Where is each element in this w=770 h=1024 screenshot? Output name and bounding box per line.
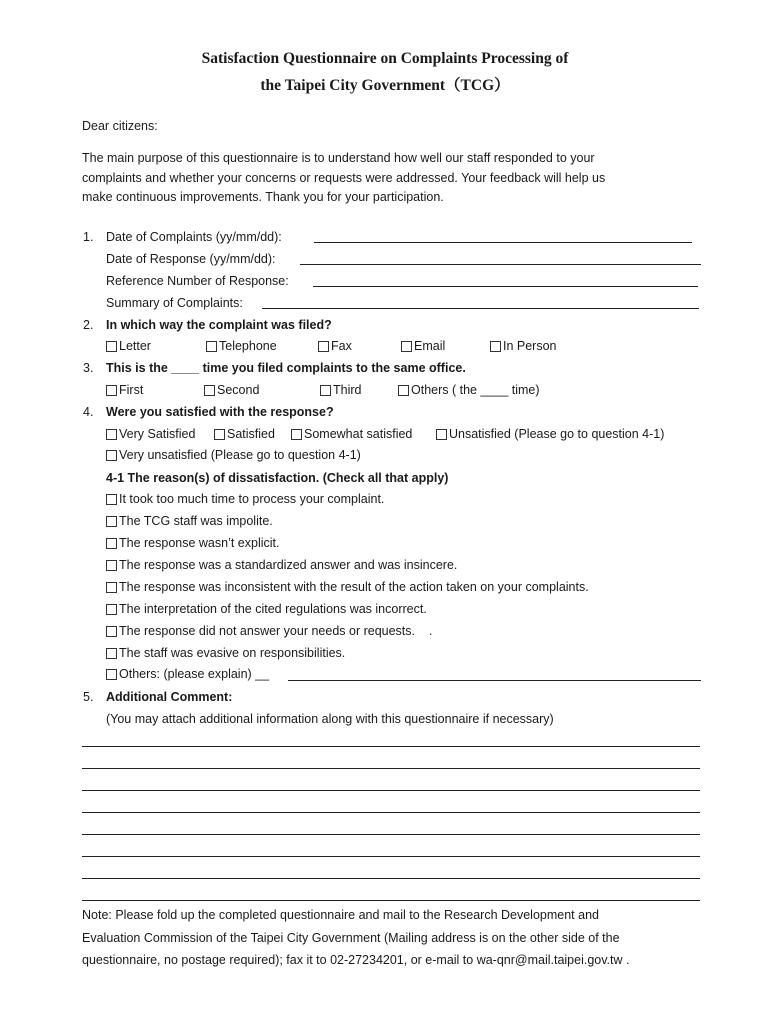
option-somewhat-satisfied[interactable]: Somewhat satisfied	[291, 424, 412, 444]
checkbox[interactable]	[318, 341, 329, 352]
option-third[interactable]: Third	[320, 380, 361, 400]
q1-number: 1.	[83, 230, 94, 244]
q2-number: 2.	[83, 318, 94, 332]
q5-number: 5.	[83, 690, 94, 704]
checkbox[interactable]	[106, 648, 117, 659]
footer-note-line-2: Evaluation Commission of the Taipei City Government (Mailing address is on the other side of the	[82, 931, 620, 945]
date-of-complaints-label: Date of Complaints (yy/mm/dd):	[106, 230, 282, 244]
option-very-satisfied[interactable]: Very Satisfied	[106, 424, 195, 444]
checkbox[interactable]	[106, 538, 117, 549]
option-second[interactable]: Second	[204, 380, 259, 400]
checkbox[interactable]	[320, 385, 331, 396]
option-satisfied[interactable]: Satisfied	[214, 424, 275, 444]
checkbox[interactable]	[106, 429, 117, 440]
reason-evasive[interactable]: The staff was evasive on responsibilities.	[106, 643, 345, 663]
others-explain-field[interactable]	[288, 680, 701, 681]
q4-number: 4.	[83, 405, 94, 419]
q5-question: Additional Comment:	[106, 690, 233, 704]
intro-line-3: make continuous improvements. Thank you for your participation.	[82, 190, 444, 204]
q4-1-heading: 4-1 The reason(s) of dissatisfaction. (Check all that apply)	[106, 471, 449, 485]
checkbox[interactable]	[436, 429, 447, 440]
checkbox[interactable]	[398, 385, 409, 396]
checkbox[interactable]	[106, 626, 117, 637]
checkbox[interactable]	[291, 429, 302, 440]
date-of-complaints-field[interactable]	[314, 242, 692, 243]
q4-question: Were you satisfied with the response?	[106, 405, 334, 419]
summary-of-complaints-field[interactable]	[262, 308, 699, 309]
reason-not-explicit[interactable]: The response wasn’t explicit.	[106, 533, 280, 553]
comment-line[interactable]	[82, 834, 700, 835]
reason-impolite[interactable]: The TCG staff was impolite.	[106, 511, 273, 531]
option-first[interactable]: First	[106, 380, 143, 400]
option-very-unsatisfied[interactable]: Very unsatisfied (Please go to question 4-1)	[106, 445, 361, 465]
option-letter[interactable]: Letter	[106, 336, 151, 356]
checkbox[interactable]	[206, 341, 217, 352]
footer-note-line-1: Note: Please fold up the completed questionnaire and mail to the Research Development and	[82, 908, 599, 922]
checkbox[interactable]	[106, 494, 117, 505]
comment-line[interactable]	[82, 878, 700, 879]
page-title-line-2: the Taipei City Government（TCG）	[260, 77, 510, 94]
option-fax[interactable]: Fax	[318, 336, 352, 356]
reason-inconsistent[interactable]: The response was inconsistent with the result of the action taken on your complaints.	[106, 577, 589, 597]
footer-note-line-3: questionnaire, no postage required); fax it to 02-27234201, or e-mail to wa-qnr@mail.taipei.gov.tw .	[82, 953, 630, 967]
checkbox[interactable]	[106, 560, 117, 571]
checkbox[interactable]	[106, 604, 117, 615]
reference-number-label: Reference Number of Response:	[106, 274, 289, 288]
date-of-response-field[interactable]	[300, 264, 701, 265]
page-title-line-1: Satisfaction Questionnaire on Complaints Processing of	[201, 50, 569, 67]
comment-line[interactable]	[82, 790, 700, 791]
checkbox[interactable]	[106, 450, 117, 461]
comment-line[interactable]	[82, 856, 700, 857]
checkbox[interactable]	[106, 582, 117, 593]
checkbox[interactable]	[401, 341, 412, 352]
q2-question: In which way the complaint was filed?	[106, 318, 332, 332]
greeting: Dear citizens:	[82, 119, 158, 133]
checkbox[interactable]	[106, 669, 117, 680]
comment-line[interactable]	[82, 768, 700, 769]
checkbox[interactable]	[204, 385, 215, 396]
checkbox[interactable]	[106, 385, 117, 396]
reference-number-field[interactable]	[313, 286, 698, 287]
intro-line-1: The main purpose of this questionnaire is to understand how well our staff responded to your	[82, 151, 595, 165]
q5-note: (You may attach additional information along with this questionnaire if necessary)	[106, 712, 554, 726]
comment-line[interactable]	[82, 812, 700, 813]
option-telephone[interactable]: Telephone	[206, 336, 277, 356]
option-others[interactable]: Others ( the ____ time)	[398, 380, 540, 400]
q3-question: This is the ____ time you filed complaints to the same office.	[106, 361, 466, 375]
comment-line[interactable]	[82, 746, 700, 747]
option-in-person[interactable]: In Person	[490, 336, 557, 356]
reason-incorrect-interpretation[interactable]: The interpretation of the cited regulations was incorrect.	[106, 599, 427, 619]
checkbox[interactable]	[106, 516, 117, 527]
reason-too-much-time[interactable]: It took too much time to process your complaint.	[106, 489, 384, 509]
checkbox[interactable]	[106, 341, 117, 352]
date-of-response-label: Date of Response (yy/mm/dd):	[106, 252, 276, 266]
option-unsatisfied[interactable]: Unsatisfied (Please go to question 4-1)	[436, 424, 664, 444]
summary-of-complaints-label: Summary of Complaints:	[106, 296, 243, 310]
checkbox[interactable]	[214, 429, 225, 440]
option-email[interactable]: Email	[401, 336, 445, 356]
checkbox[interactable]	[490, 341, 501, 352]
reason-standardized-answer[interactable]: The response was a standardized answer and was insincere.	[106, 555, 457, 575]
comment-line[interactable]	[82, 900, 700, 901]
intro-line-2: complaints and whether your concerns or requests were addressed. Your feedback will help us	[82, 171, 606, 185]
reason-others[interactable]: Others: (please explain) __	[106, 664, 269, 684]
reason-did-not-answer[interactable]: The response did not answer your needs or requests. .	[106, 621, 432, 641]
q3-number: 3.	[83, 361, 94, 375]
